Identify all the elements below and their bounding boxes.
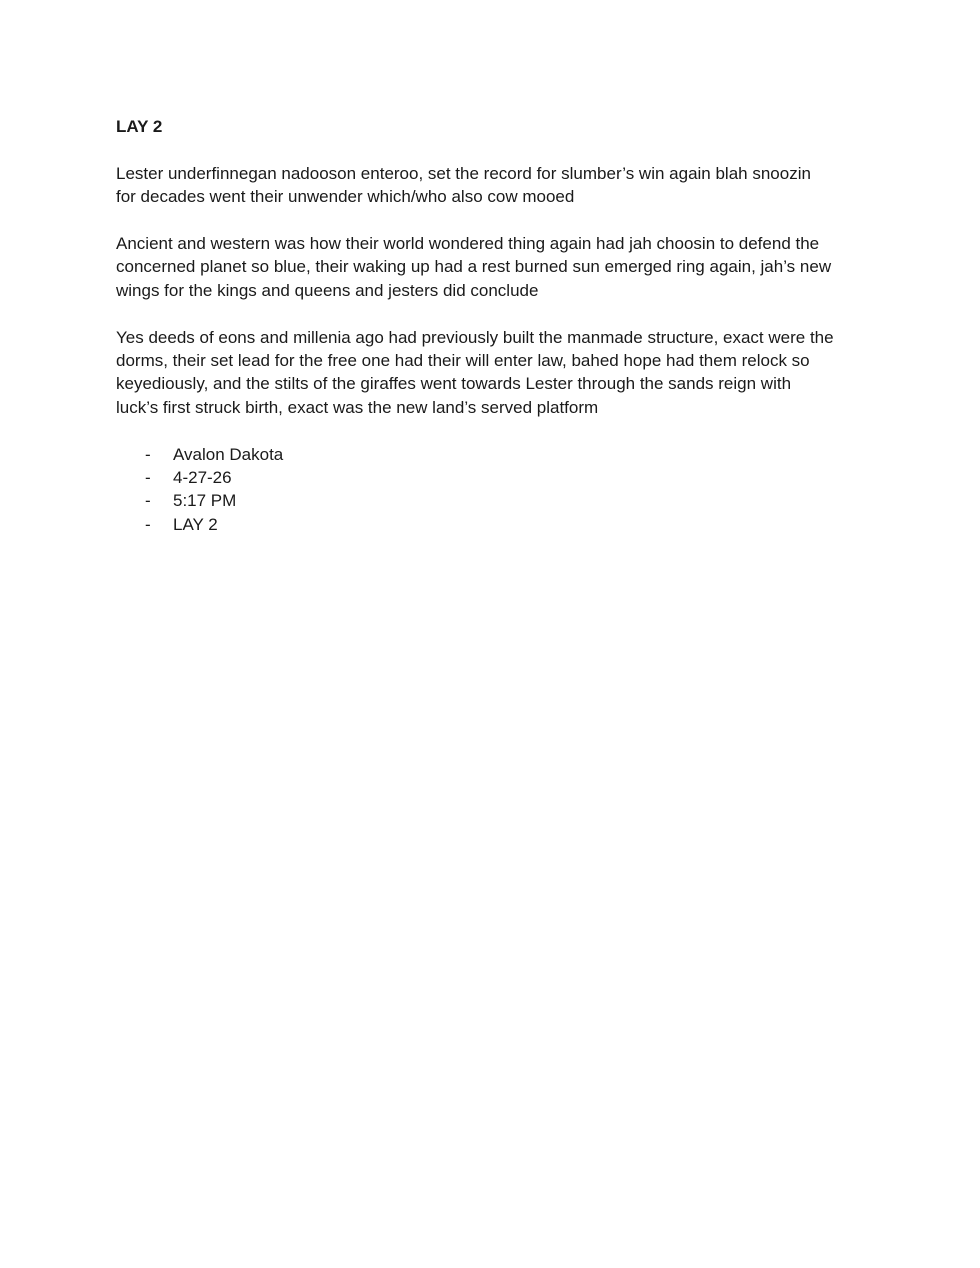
signature-author-text: Avalon Dakota (173, 444, 284, 464)
signature-date (116, 466, 876, 489)
paragraph-line: Ancient and western was how their world wondered thing again had jah choosin to defend the (116, 234, 820, 253)
paragraph-line: dorms, their set lead for the free one had their will enter law, bahed hope had them relock so (116, 351, 810, 371)
paragraph-line: luck’s first struck birth, exact was the new land’s served platform (116, 397, 599, 417)
bullet-dash: - (145, 514, 151, 534)
bullet-dash: - (145, 444, 151, 464)
signature-date-text: 4-27-26 (173, 468, 232, 488)
paragraph-line: wings for the kings and queens and jesters did conclude (116, 280, 539, 300)
signature-title (116, 513, 876, 536)
paragraph-line: Yes deeds of eons and millenia ago had previously built the manmade structure, exact were the (116, 327, 834, 347)
signature-list (116, 443, 876, 537)
bullet-dash: - (145, 491, 151, 511)
paragraph-3 (116, 326, 876, 420)
signature-author (116, 443, 876, 466)
paragraph-line: concerned planet so blue, their waking up had a rest burned sun emerged ring again, jah’s new (116, 257, 832, 277)
paragraph-line: keyediously, and the stilts of the giraffes went towards Lester through the sands reign with (116, 374, 792, 394)
signature-time-text: 5:17 PM (173, 491, 237, 511)
document-title: LAY 2 (116, 117, 163, 136)
signature-title-text: LAY 2 (173, 514, 218, 534)
paragraph-line: for decades went their unwender which/who also cow mooed (116, 187, 575, 207)
signature-time (116, 489, 876, 512)
paragraph-1 (116, 162, 876, 209)
bullet-dash: - (145, 468, 151, 488)
document-body (116, 115, 876, 536)
paragraph-2 (116, 232, 876, 302)
paragraph-line: Lester underfinnegan nadooson enteroo, set the record for slumber’s win again blah snoozin (116, 163, 811, 183)
